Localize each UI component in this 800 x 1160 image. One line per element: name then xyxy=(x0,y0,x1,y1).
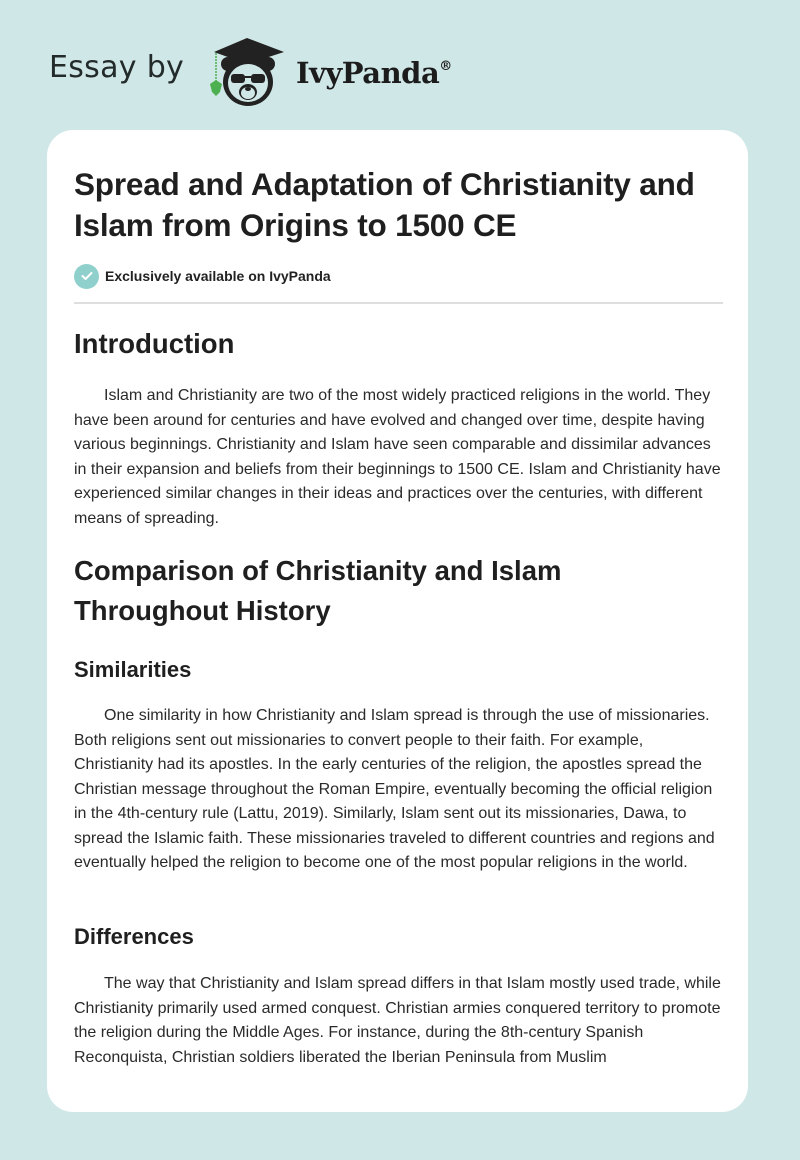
exclusive-label: Exclusively available on IvyPanda xyxy=(105,268,331,284)
essay-by-label: Essay by xyxy=(49,50,185,85)
title-divider xyxy=(74,302,723,304)
check-icon xyxy=(74,264,99,289)
subsection-heading-similarities: Similarities xyxy=(74,657,192,682)
panda-graduation-cap-icon[interactable] xyxy=(202,36,292,108)
section-heading-comparison: Comparison of Christianity and Islam Throughout History xyxy=(74,555,562,626)
similarities-paragraph: One similarity in how Christianity and Islam spread is through the use of missionaries. Both religions sent out missionaries to convert people to their faith. For example, Christianity had its apostles. In the early centuries of the religion, the apostles spread the Christian message throughout the Roman Empire, eventually becoming the official religion in the 4th-century rule (Lattu, 2019). Similarly, Islam sent out its missionaries, Dawa, to spread the Islamic faith. These missionaries traveled to different countries and regions and eventually helped the religion to become one of the most popular religions in the world. xyxy=(74,707,715,871)
registered-mark: ® xyxy=(439,59,452,75)
section-heading-introduction: Introduction xyxy=(74,328,235,359)
differences-paragraph: The way that Christianity and Islam spread differs in that Islam mostly used trade, while Christianity primarily used armed conquest. Christian armies conquered territory to promote the religion during the Middle Ages. For instance, during the 8th-century Spanish Reconquista, Christian soldiers liberated the Iberian Peninsula from Muslim xyxy=(74,975,721,1066)
brand-name[interactable] xyxy=(296,56,452,90)
exclusive-badge xyxy=(74,264,331,288)
site-header xyxy=(0,0,800,130)
brand-text: IvyPanda xyxy=(296,56,440,90)
subsection-heading-differences: Differences xyxy=(74,924,194,949)
essay-card xyxy=(47,130,748,1112)
essay-title: Spread and Adaptation of Christianity and Islam from Origins to 1500 CE xyxy=(74,166,695,243)
introduction-paragraph: Islam and Christianity are two of the most widely practiced religions in the world. They have been around for centuries and have evolved and changed over time, despite having various beginnings. Christianity and Islam have seen comparable and dissimilar advances in their expansion and beliefs from their beginnings to 1500 CE. Islam and Christianity have experienced similar changes in their ideas and practices over the centuries, with different means of spreading. xyxy=(74,387,721,527)
